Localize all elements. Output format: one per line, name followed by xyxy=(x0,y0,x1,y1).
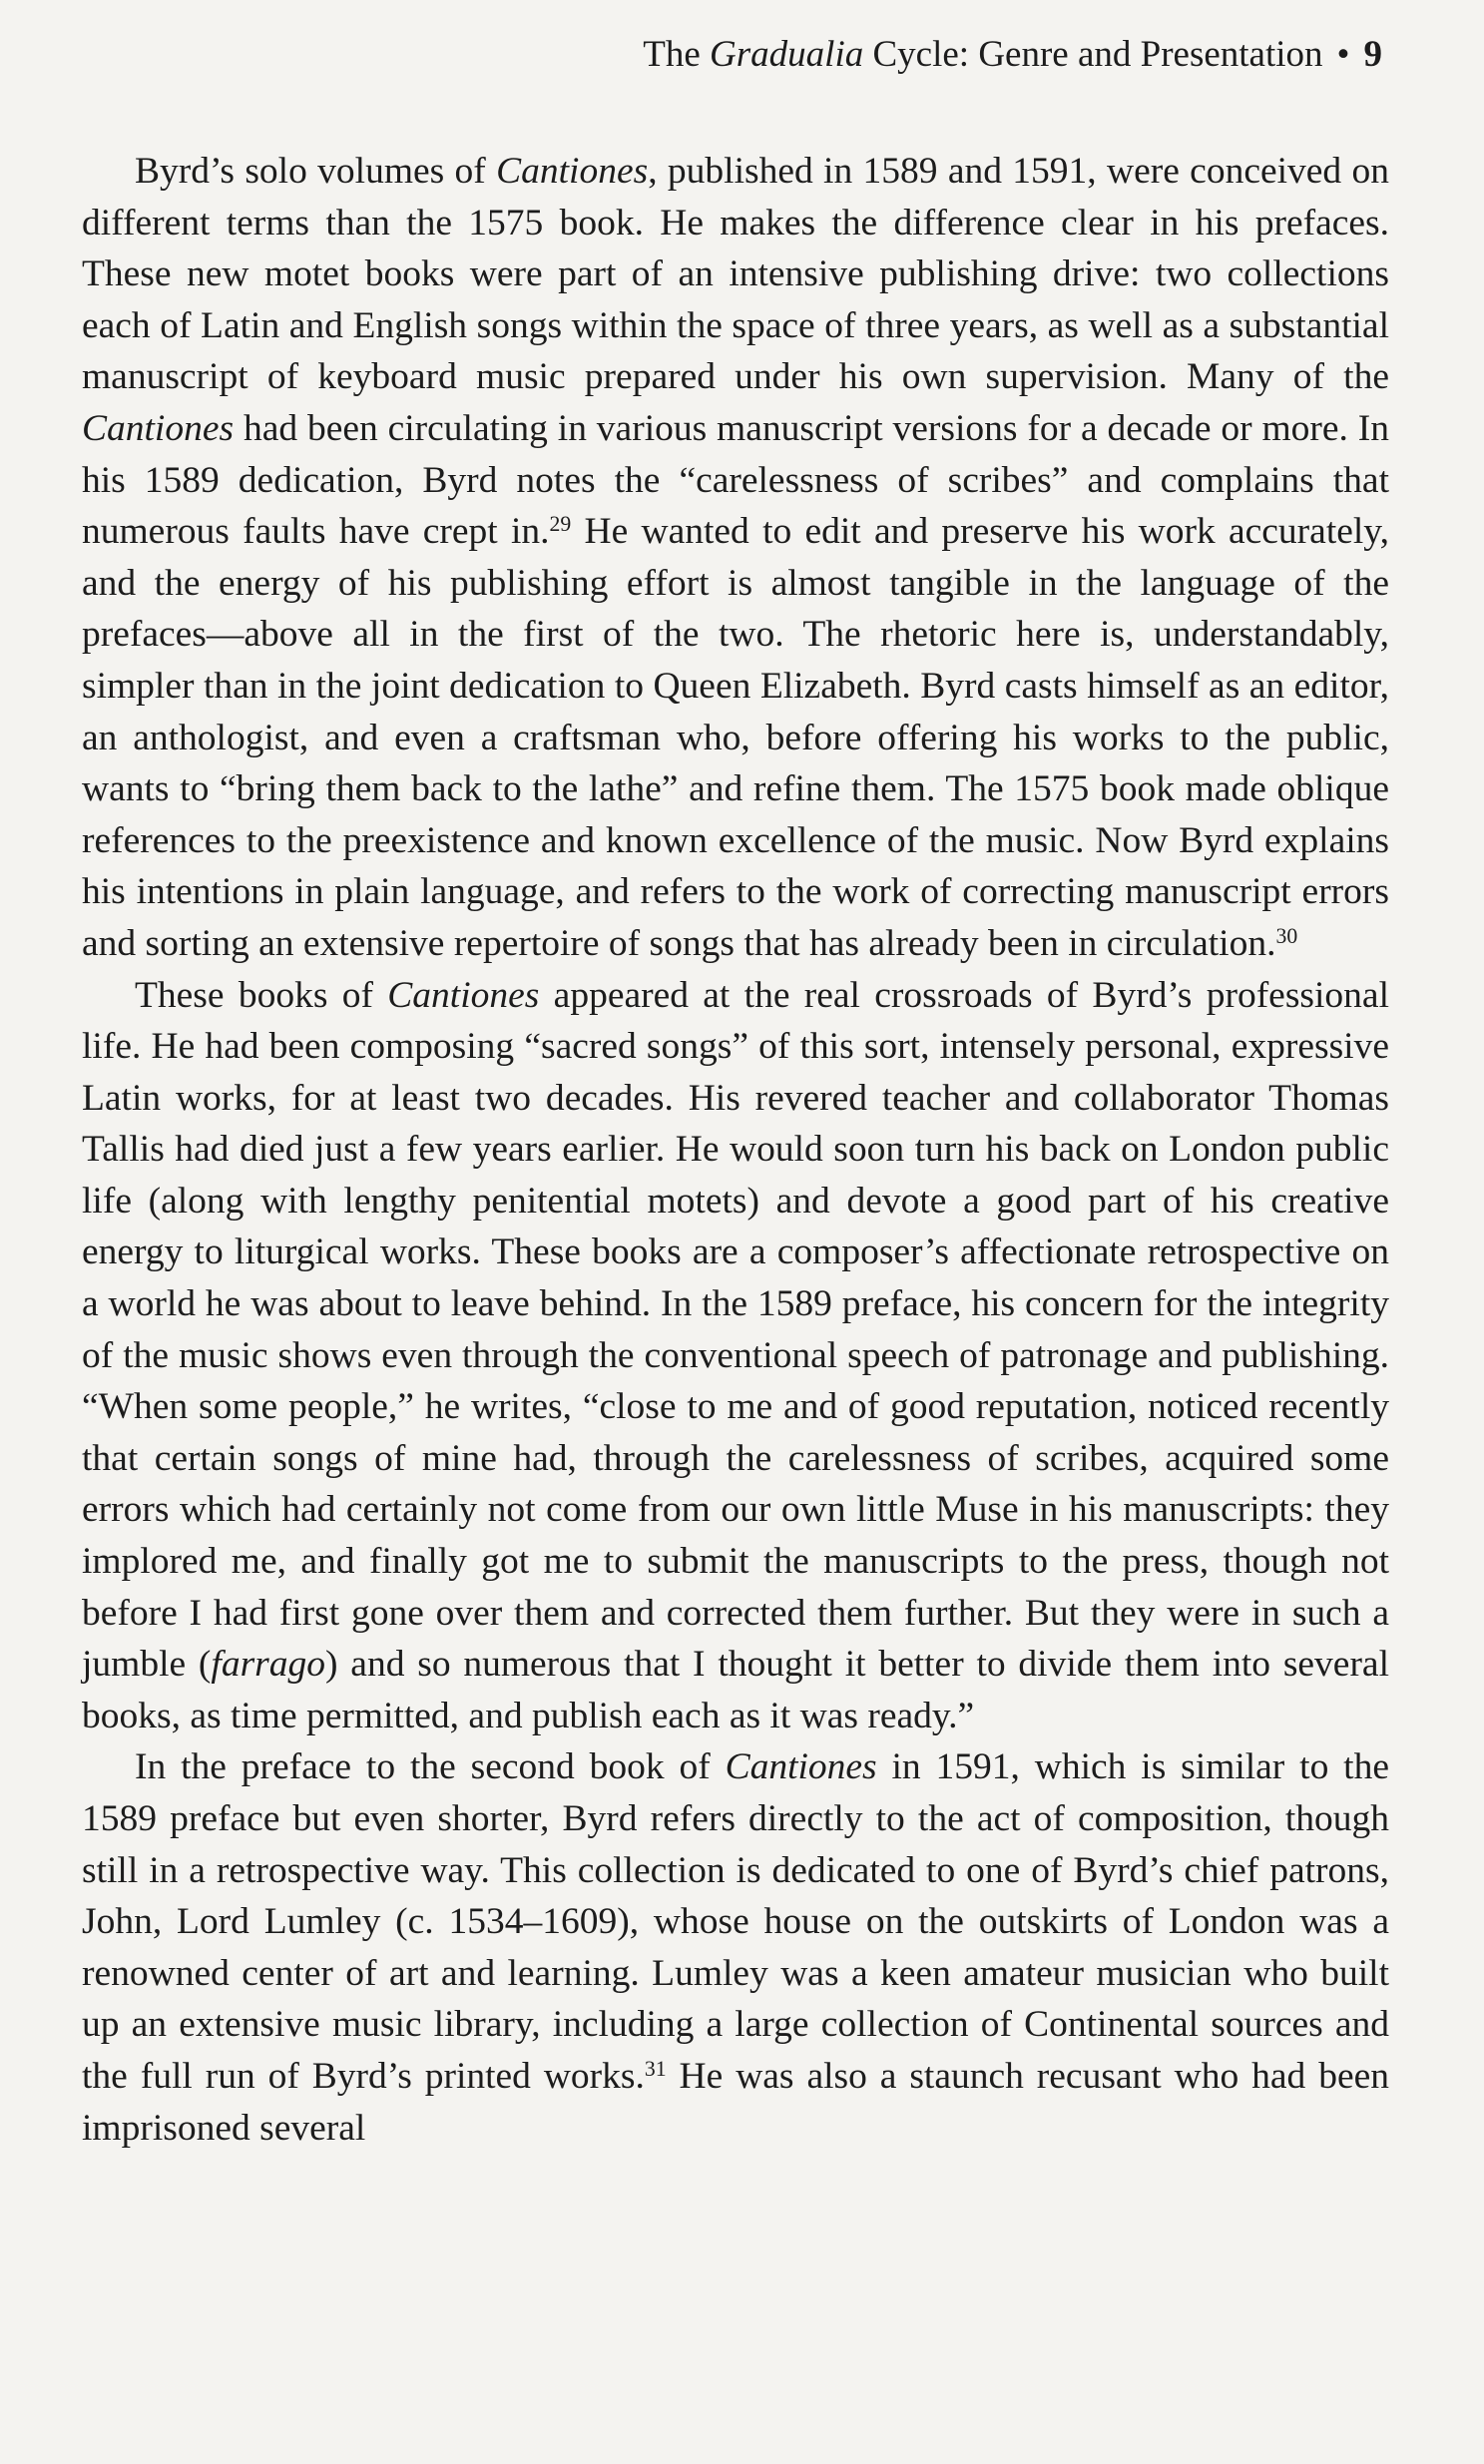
text-run: in 1591, which is similar to the 1589 preface but even shorter, Byrd refers directly to the act of composition, though still in a retrospective way. This collection is dedicated to one of Byrd’s chief patrons, John, Lord Lumley (c. 1534–1609), whose house on the outskirts of London was a renowned center of art and learning. Lumley was a keen amateur musician who built up an extensive music library, including a large collection of Continental sources and the full run of Byrd’s printed works. xyxy=(82,1746,1389,2097)
footnote-marker: 30 xyxy=(1275,923,1298,948)
text-run: , published in 1589 and 1591, were conceived on different terms than the 1575 book. He makes the difference clear in his prefaces. These new motet books were part of an intensive publishing drive: two collections each of Latin and English songs within the space of three years, as well as a substantial manuscript of keyboard music prepared under his own supervision. Many of the xyxy=(82,151,1389,398)
text-run: Byrd’s solo volumes of xyxy=(135,151,497,192)
text-run: He was also a staunch recusant who had been imprisoned several xyxy=(82,2055,1389,2149)
text-run: He wanted to edit and preserve his work accurately, and the energy of his publishing effort is almost tangible in the language of the prefaces—above all in the first of the two. The rhetoric here is, understandably, simpler than in the joint dedication to Queen Elizabeth. Byrd casts himself as an editor, an anthologist, and even a craftsman who, before offering his works to the public, wants to “bring them back to the lathe” and refine them. The 1575 book made oblique references to the preexistence and known excellence of the music. Now Byrd explains his intentions in plain language, and refers to the work of correcting manuscript errors and sorting an extensive repertoire of songs that has already been in circulation. xyxy=(82,511,1389,964)
body-text xyxy=(82,146,1389,2154)
italic-text: Cantiones xyxy=(387,974,540,1016)
italic-text: Cantiones xyxy=(496,151,649,192)
paragraph xyxy=(82,970,1389,1742)
running-head-post: Cycle: Genre and Presentation xyxy=(863,34,1323,75)
text-run: appeared at the real crossroads of Byrd’s professional life. He had been composing “sacred songs” of this sort, intensely personal, expressive Latin works, for at least two decades. His revered teacher and collaborator Thomas Tallis had died just a few years earlier. He would soon turn his back on London public life (along with lengthy penitential motets) and devote a good part of his creative energy to liturgical works. These books are a composer’s affectionate retrospective on a world he was about to leave behind. In the 1589 preface, his concern for the integrity of the music shows even through the conventional speech of patronage and publishing. “When some people,” he writes, “close to me and of good reputation, noticed recently that certain songs of mine had, through the carelessness of scribes, acquired some errors which had certainly not come from our own little Muse in his manuscripts: they implored me, and finally got me to submit the manuscripts to the press, though not before I had first gone over them and corrected them further. But they were in such a jumble ( xyxy=(82,974,1389,1686)
page-number: 9 xyxy=(1363,34,1382,75)
italic-text: Cantiones xyxy=(82,407,235,449)
header-bullet: • xyxy=(1336,34,1350,75)
text-run: had been circulating in various manuscript versions for a decade or more. In his 1589 dedication, Byrd notes the “carelessness of scribes” and complains that numerous faults have crept in. xyxy=(82,407,1389,553)
text-run: In the preface to the second book of xyxy=(135,1746,726,1788)
italic-text: farrago xyxy=(211,1644,326,1686)
running-head-italic-title: Gradualia xyxy=(710,34,864,75)
footnote-marker: 31 xyxy=(644,2057,667,2082)
text-run: These books of xyxy=(135,974,388,1016)
paragraph xyxy=(82,1741,1389,2154)
text-run: ) and so numerous that I thought it better to divide them into several books, as time permitted, and publish each as it was ready.” xyxy=(82,1644,1389,1736)
footnote-marker: 29 xyxy=(549,512,572,537)
italic-text: Cantiones xyxy=(725,1746,877,1788)
paragraph xyxy=(82,146,1389,970)
running-head-pre: The xyxy=(643,34,711,75)
running-header xyxy=(643,30,1382,80)
